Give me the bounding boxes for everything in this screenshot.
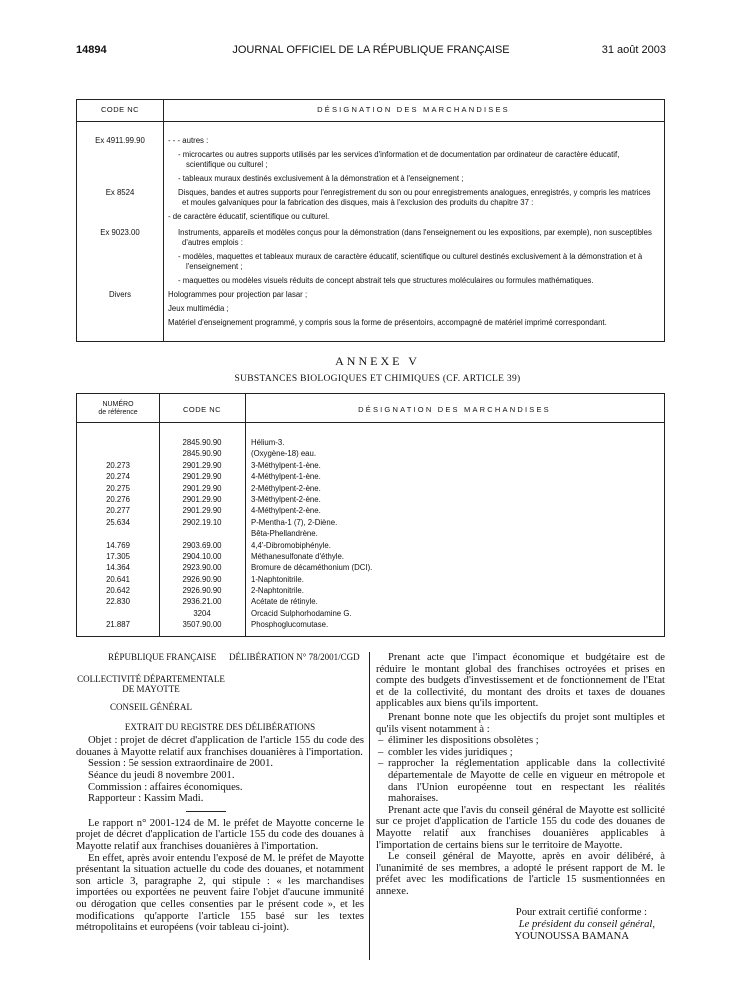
deliberation-number: DÉLIBÉRATION N° 78/2001/CGD xyxy=(229,652,360,662)
journal-title: JOURNAL OFFICIEL DE LA RÉPUBLIQUE FRANÇAISE xyxy=(232,44,510,56)
designation-cell: 4-Méthylpent-1-ène. xyxy=(251,472,321,482)
reference-cell: 22.830 xyxy=(106,597,130,607)
rapporteur-line: Rapporteur : Kassim Madi. xyxy=(88,793,204,805)
designation-cell: 4,4'-Dibromobiphényle. xyxy=(251,540,331,550)
conseil-general-label: CONSEIL GÉNÉRAL xyxy=(110,702,192,712)
col-header-reference-line2: de référence xyxy=(98,409,138,416)
table-row xyxy=(77,574,664,585)
code-cell: 2901.29.90 xyxy=(182,460,222,470)
table-row xyxy=(77,528,664,539)
seance-line: Séance du jeudi 8 novembre 2001. xyxy=(88,769,235,781)
table-row xyxy=(77,619,664,630)
code-cell: 2923.90.00 xyxy=(182,563,222,573)
substances-table xyxy=(76,393,665,637)
reference-cell: 20.642 xyxy=(106,586,130,596)
reference-cell: 20.641 xyxy=(106,574,130,584)
designation-cell: Bêta-Phellandrène. xyxy=(251,529,318,539)
table-row xyxy=(77,585,664,596)
table-row xyxy=(77,540,664,551)
substances-rows xyxy=(77,437,664,631)
republic-label: RÉPUBLIQUE FRANÇAISE xyxy=(108,652,217,662)
desc-line: Jeux multimédia ; xyxy=(168,304,229,313)
col-header-designation: DÉSIGNATION DES MARCHANDISES xyxy=(358,405,551,414)
table-row xyxy=(77,551,664,562)
col-header-reference xyxy=(77,401,159,417)
reference-cell: 14.769 xyxy=(106,540,130,550)
reference-cell: 21.887 xyxy=(106,620,130,630)
goods-table xyxy=(76,99,665,342)
designation-cell: 1-Naphtonitrile. xyxy=(251,574,304,584)
col-header-code: CODE NC xyxy=(182,405,222,414)
code-cell: 2936.21.00 xyxy=(182,597,222,607)
reference-cell: 25.634 xyxy=(106,517,130,527)
designation-cell: 3-Méthylpent-2-ène. xyxy=(251,494,321,504)
desc-line: - tableaux muraux destinés exclusivement à la démonstration et à l'enseignement ; xyxy=(178,174,464,183)
reference-cell: 20.276 xyxy=(106,494,130,504)
annex-title: ANNEXE V xyxy=(335,354,420,368)
table-row xyxy=(77,437,664,448)
reference-cell: 20.277 xyxy=(106,506,130,516)
designation-cell: (Oxygène-18) eau. xyxy=(251,449,317,459)
designation-cell: Orcacid Sulphorhodamine G. xyxy=(251,608,352,618)
designation-cell: 3-Méthylpent-1-ène. xyxy=(251,460,321,470)
col-header-designation: DÉSIGNATION DES MARCHANDISES xyxy=(317,105,510,114)
designation-cell: Bromure de décaméthonium (DCI). xyxy=(251,563,373,573)
reference-cell: 20.275 xyxy=(106,483,130,493)
col-header-reference-line1: NUMÉRO xyxy=(102,401,134,408)
code-cell: 2902.19.10 xyxy=(182,517,222,527)
designation-cell: Hélium-3. xyxy=(251,438,285,447)
desc-line: Hologrammes pour projection par lasar ; xyxy=(168,290,308,299)
decision-paragraph: Le conseil général de Mayotte, après en avoir délibéré, à l'unanimité de ses membres, a adopté le présent rapport de M. le préfet avec les modifications de l'article 15 susmentionnées en annexe. xyxy=(376,851,665,897)
report-paragraph: Le rapport n° 2001-124 de M. le préfet de Mayotte concerne le projet de décret d'application de l'article 155 du code des douanes à Mayotte relatif aux franchises douanières à l'importation. xyxy=(76,817,364,852)
table-row xyxy=(77,471,664,482)
designation-cell: Phosphoglucomutase. xyxy=(251,620,329,630)
table-row xyxy=(77,494,664,505)
objectives-list xyxy=(376,735,665,805)
code-cell: 2901.29.90 xyxy=(182,472,222,482)
desc-line: - microcartes ou autres supports utilisés par les services d'information et de documentation par ordinateur de caractère éducatif, scientifique ou culturel ; xyxy=(178,150,620,169)
session-line: Session : 5e session extraordinaire de 2001. xyxy=(88,758,274,770)
issue-date: 31 août 2003 xyxy=(601,44,666,56)
page-header xyxy=(76,44,666,60)
list-item: – combler les vides juridiques ; xyxy=(376,747,665,759)
designation-cell: 2-Méthylpent-2-ène. xyxy=(251,483,321,493)
code-cell: Ex 8524 xyxy=(105,188,135,197)
deliberation-left-column xyxy=(76,652,364,934)
col-header-code: CODE NC xyxy=(100,105,140,114)
designation-cell: Méthanesulfonate d'éthyle. xyxy=(251,551,344,561)
desc-line: Disques, bandes et autres supports pour l'enregistrement du son ou pour enregistrements analogues, enregistrés, y compris les matrices et moules galvaniques pour la fabrication des disques, mais à l'exclusion des produits du chapitre 37 : xyxy=(178,188,651,207)
desc-line: Matériel d'enseignement programmé, y compris sous la forme de présentoirs, accompagné de matériel imprimé correspondant. xyxy=(168,318,607,327)
code-cell: 2901.29.90 xyxy=(182,506,222,516)
designation-cell: 4-Méthylpent-2-ène. xyxy=(251,506,321,516)
table-row xyxy=(77,596,664,607)
commission-line: Commission : affaires économiques. xyxy=(88,781,243,793)
list-item: – rapprocher la réglementation applicable dans la collectivité départementale de Mayotte de celle en vigueur en métropole et dans l'Union européenne tout en respectant les réalités mahoraises. xyxy=(376,758,665,804)
certification: Pour extrait certifié conforme : xyxy=(515,907,647,919)
object-paragraph: Objet : projet de décret d'application de l'article 155 du code des douanes à Mayotte relatif aux franchises douanières à l'importation. xyxy=(76,735,364,758)
page-number: 14894 xyxy=(76,44,107,56)
table-row xyxy=(77,517,664,528)
context-paragraph: En effet, après avoir entendu l'exposé de M. le préfet de Mayotte présentant la situation actuelle du code des douanes, et notamment son article 3, paragraphe 2, qui stipule : « les marchandises importées ou exportées ne peuvent faire l'objet d'aucune immunité ou dérogation que celles consenties par le présent code », et les modifications qu'apporte l'article 155 basé sur les textes métropolitains et européens (voir tableau ci-joint). xyxy=(76,852,364,934)
code-cell: 2845.90.90 xyxy=(182,438,222,447)
reference-cell: 17.305 xyxy=(106,551,130,561)
code-cell: 3204 xyxy=(193,608,211,618)
reference-cell: 14.364 xyxy=(106,563,130,573)
objectives-paragraph: Prenant bonne note que les objectifs du projet sont multiples et qu'ils visent notamment à : xyxy=(376,711,665,735)
code-cell: 2926.90.90 xyxy=(182,574,222,584)
impact-paragraph: Prenant acte que l'impact économique et budgétaire est de réduire le montant global des franchises octroyées et prises en compte des budgets d'investissement et de fonctionnement de l'Etat et de la collectivité, du montant des droits et taxes de douanes applicables aux biens qu'ils importent. xyxy=(376,652,665,710)
desc-line: Instruments, appareils et modèles conçus pour la démonstration (dans l'enseignement ou les expositions, par exemple), non susceptibles d'autres emplois : xyxy=(178,228,652,247)
annex-subtitle: SUBSTANCES BIOLOGIQUES ET CHIMIQUES (CF. ARTICLE 39) xyxy=(234,374,521,384)
table-row xyxy=(77,608,664,619)
desc-line: - modèles, maquettes et tableaux muraux de caractère éducatif, scientifique ou culturel destinés exclusivement à la démonstration et à l'enseignement ; xyxy=(178,252,643,271)
reference-cell: 20.273 xyxy=(106,460,130,470)
signatory-name: YOUNOUSSA BAMANA xyxy=(514,930,629,942)
table-row xyxy=(77,460,664,471)
code-cell: 3507.90.00 xyxy=(182,620,222,630)
designation-cell: P-Mentha-1 (7), 2-Diène. xyxy=(251,517,338,527)
code-cell: 2901.29.90 xyxy=(182,494,222,504)
table-row xyxy=(77,562,664,573)
code-cell: 2926.90.90 xyxy=(182,586,222,596)
code-cell: Divers xyxy=(108,290,132,299)
desc-line: - de caractère éducatif, scientifique ou culturel. xyxy=(168,212,330,221)
table-row xyxy=(77,505,664,516)
code-cell: 2845.90.90 xyxy=(182,449,222,459)
desc-line: - maquettes ou modèles visuels réduits de concept abstrait tels que structures moléculaires ou formules mathématiques. xyxy=(178,276,594,285)
collectivite-line1: COLLECTIVITÉ DÉPARTEMENTALE xyxy=(77,674,225,684)
registry-extract-title: EXTRAIT DU REGISTRE DES DÉLIBÉRATIONS xyxy=(124,721,316,732)
president-title: Le président du conseil général, xyxy=(518,919,655,931)
code-cell: 2903.69.00 xyxy=(182,540,222,550)
collectivite-line2: DE MAYOTTE xyxy=(122,684,180,694)
list-item: – éliminer les dispositions obsolètes ; xyxy=(376,735,665,747)
code-cell: Ex 9023.00 xyxy=(100,228,140,237)
deliberation-right-column xyxy=(376,652,665,942)
designation-cell: 2-Naphtonitrile. xyxy=(251,586,304,596)
code-cell: Ex 4911.99.90 xyxy=(95,136,145,145)
opinion-paragraph: Prenant acte que l'avis du conseil général de Mayotte est sollicité sur ce projet d'application de l'article 155 du code des douanes de Mayotte relatif aux franchises douanières applicables à l'importation de certains biens sur le territoire de Mayotte. xyxy=(376,804,665,851)
desc-line: - - - autres : xyxy=(168,136,209,145)
reference-cell: 20.274 xyxy=(106,472,130,482)
code-cell: 2904.10.00 xyxy=(182,551,222,561)
designation-cell: Acétate de rétinyle. xyxy=(251,597,318,607)
code-cell: 2901.29.90 xyxy=(182,483,222,493)
table-row xyxy=(77,448,664,459)
table-row xyxy=(77,483,664,494)
